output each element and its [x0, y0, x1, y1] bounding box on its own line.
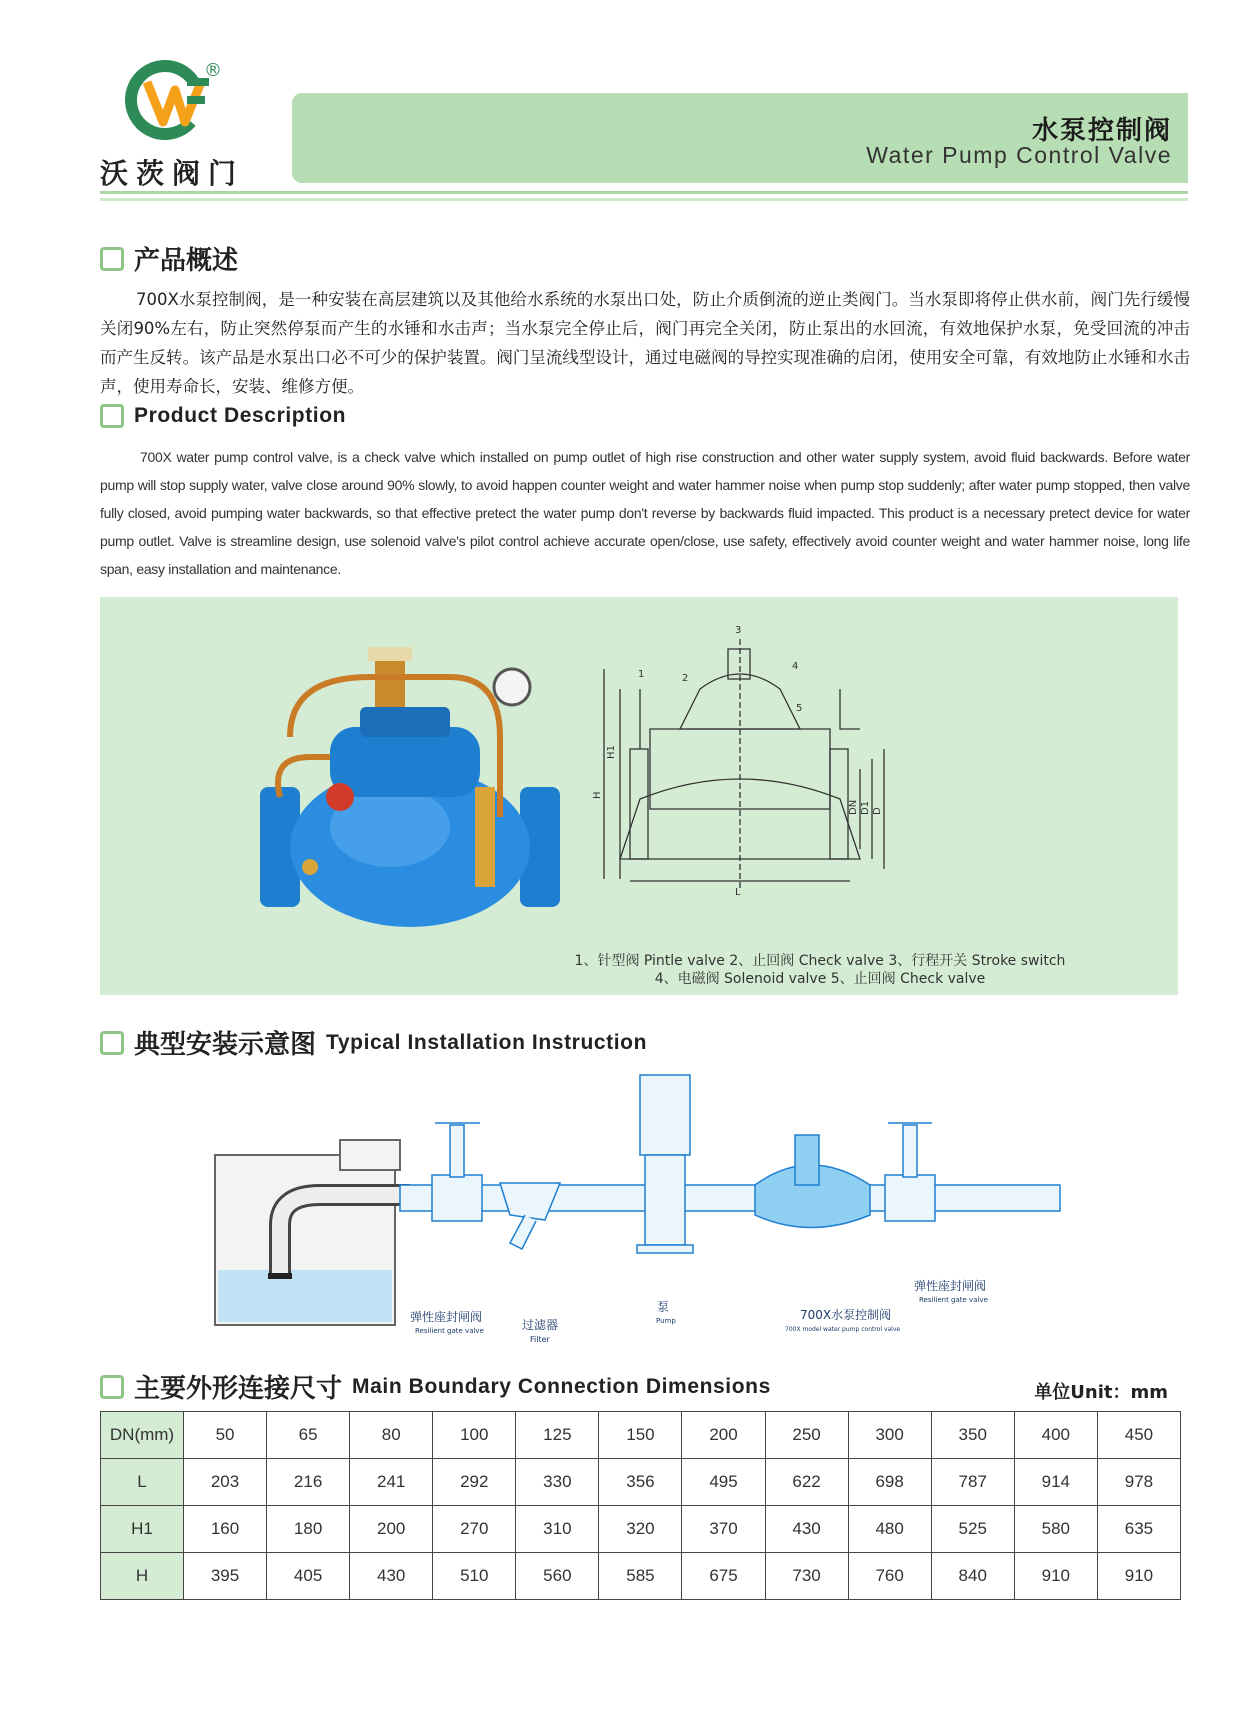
unit-label: 单位Unit：mm — [1034, 1382, 1168, 1403]
table-cell: 310 — [516, 1506, 599, 1553]
section-bullet-icon — [100, 1375, 124, 1399]
table-cell: 216 — [267, 1459, 350, 1506]
table-cell: 585 — [599, 1553, 682, 1600]
page-title-en: Water Pump Control Valve — [866, 142, 1172, 168]
section-title-en: Main Boundary Connection Dimensions — [352, 1374, 771, 1398]
table-cell: 292 — [433, 1459, 516, 1506]
table-cell: 787 — [931, 1459, 1014, 1506]
page-title-cn: 水泵控制阀 — [1031, 116, 1172, 146]
label-pump-cn: 泵 — [657, 1300, 670, 1314]
dim-l: L — [735, 887, 741, 898]
section-title-cn: 典型安装示意图 — [134, 1030, 317, 1060]
diagram-caption-line2: 4、电磁阀 Solenoid valve 5、止回阀 Check valve — [654, 971, 986, 987]
table-cell: 510 — [433, 1553, 516, 1600]
section-dimensions-heading — [100, 1368, 771, 1405]
table-cell: 495 — [682, 1459, 765, 1506]
dim-dn: DN — [848, 799, 859, 815]
section-install-heading — [100, 1024, 647, 1061]
section-title-en: Typical Installation Instruction — [326, 1030, 648, 1054]
table-cell: 350 — [931, 1412, 1014, 1459]
header-rule — [100, 191, 1188, 194]
dim-h: H — [592, 791, 603, 799]
section-overview-heading — [100, 240, 238, 277]
table-cell: 622 — [765, 1459, 848, 1506]
table-row — [101, 1459, 1181, 1506]
table-cell: 730 — [765, 1553, 848, 1600]
section-description-heading — [100, 404, 346, 428]
table-cell: 300 — [848, 1412, 931, 1459]
table-cell: 241 — [350, 1459, 433, 1506]
table-cell: 910 — [1097, 1553, 1180, 1600]
table-cell: 125 — [516, 1412, 599, 1459]
table-cell: 698 — [848, 1459, 931, 1506]
label-model-cn: 700X水泵控制阀 — [800, 1308, 892, 1322]
table-cell: 250 — [765, 1412, 848, 1459]
row-header: DN(mm) — [101, 1412, 184, 1459]
callout-5: 5 — [796, 703, 803, 714]
table-cell: 978 — [1097, 1459, 1180, 1506]
table-cell: 356 — [599, 1459, 682, 1506]
header-rule-light — [100, 198, 1188, 201]
dim-d: D — [872, 807, 883, 815]
label-pump-en: Pump — [656, 1317, 676, 1325]
table-cell: 430 — [350, 1553, 433, 1600]
section-bullet-icon — [100, 1031, 124, 1055]
table-cell: 65 — [267, 1412, 350, 1459]
table-cell: 914 — [1014, 1459, 1097, 1506]
table-row — [101, 1553, 1181, 1600]
callout-3: 3 — [735, 625, 742, 636]
table-row — [101, 1412, 1181, 1459]
table-cell: 180 — [267, 1506, 350, 1553]
label-resilient-cn: 弹性座封闸阀 — [410, 1310, 483, 1324]
table-cell: 203 — [184, 1459, 267, 1506]
callout-2: 2 — [682, 673, 689, 684]
registered-mark: ® — [204, 60, 222, 81]
table-cell: 405 — [267, 1553, 350, 1600]
section-bullet-icon — [100, 247, 124, 271]
label-model-en: 700X model water pump control valve — [785, 1326, 901, 1333]
company-logo — [125, 60, 255, 140]
label-resilient2-cn: 弹性座封闸阀 — [914, 1279, 987, 1293]
table-cell: 270 — [433, 1506, 516, 1553]
description-text: 700X water pump control valve, is a check valve which installed on pump outlet of high rise construction and other water supply system, avoid fluid backwards. Before water pump will stop supply water, valve close around 90% slowly, to avoid happen counter weight and water hammer noise when pump stop suddenly; after water pump stopped, then valve fully closed, avoid pumping water backwards, so that effective pretect the water pump don't reverse by backwards fluid impacted. This product is a necessary pretect device for water pump outlet. Valve is streamline design, use solenoid valve's pilot control achieve accurate open/close, use safety, effectively avoid counter weight and water hammer noise, long life span, easy installation and maintenance. — [100, 449, 1190, 577]
overview-text: 700X水泵控制阀，是一种安装在高层建筑以及其他给水系统的水泵出口处，防止介质倒流的逆止类阀门。当水泵即将停止供水前，阀门先行缓慢关闭90%左右，防止突然停泵而产生的水锤和水击声；当水泵完全停止后，阀门再完全关闭，防止泵出的水回流，有效地保护水泵，免受回流的冲击而产生反转。该产品是水泵出口必不可少的保护装置。阀门呈流线型设计，通过电磁阀的导控实现准确的启闭，使用安全可靠，有效地防止水锤和水击声，使用寿命长，安装、维修方便。 — [100, 290, 1190, 396]
table-cell: 525 — [931, 1506, 1014, 1553]
table-cell: 760 — [848, 1553, 931, 1600]
label-resilient-en: Resilient gate valve — [415, 1327, 484, 1335]
table-cell: 580 — [1014, 1506, 1097, 1553]
row-header: H — [101, 1553, 184, 1600]
brand-name: 沃茨阀门 — [100, 157, 245, 190]
table-cell: 560 — [516, 1553, 599, 1600]
table-cell: 450 — [1097, 1412, 1180, 1459]
table-cell: 200 — [350, 1506, 433, 1553]
table-row — [101, 1506, 1181, 1553]
table-cell: 370 — [682, 1506, 765, 1553]
table-cell: 330 — [516, 1459, 599, 1506]
row-header: H1 — [101, 1506, 184, 1553]
label-filter-en: Filter — [530, 1335, 550, 1344]
table-cell: 400 — [1014, 1412, 1097, 1459]
section-title: 产品概述 — [134, 246, 239, 276]
dim-d1: D1 — [860, 800, 871, 815]
callout-1: 1 — [638, 669, 645, 680]
table-cell: 80 — [350, 1412, 433, 1459]
label-resilient2-en: Resilient gate valve — [919, 1296, 988, 1304]
valve-section-drawing — [590, 619, 1010, 909]
table-cell: 430 — [765, 1506, 848, 1553]
dim-h1: H1 — [606, 745, 617, 759]
row-header: L — [101, 1459, 184, 1506]
table-cell: 100 — [433, 1412, 516, 1459]
table-cell: 50 — [184, 1412, 267, 1459]
section-title: Product Description — [134, 404, 347, 427]
label-filter-cn: 过滤器 — [522, 1318, 559, 1332]
table-cell: 635 — [1097, 1506, 1180, 1553]
table-cell: 320 — [599, 1506, 682, 1553]
section-title-cn: 主要外形连接尺寸 — [134, 1374, 343, 1404]
dimensions-table — [100, 1411, 1181, 1600]
section-bullet-icon — [100, 404, 124, 428]
table-cell: 395 — [184, 1553, 267, 1600]
product-panel — [100, 597, 1178, 995]
table-cell: 150 — [599, 1412, 682, 1459]
installation-diagram — [210, 1065, 1080, 1345]
table-cell: 480 — [848, 1506, 931, 1553]
callout-4: 4 — [792, 661, 799, 672]
table-cell: 910 — [1014, 1553, 1097, 1600]
diagram-caption-line1: 1、针型阀 Pintle valve 2、止回阀 Check valve 3、行程开关 Stroke switch — [574, 953, 1066, 969]
table-cell: 200 — [682, 1412, 765, 1459]
product-photo — [250, 637, 580, 947]
table-cell: 840 — [931, 1553, 1014, 1600]
table-cell: 160 — [184, 1506, 267, 1553]
table-cell: 675 — [682, 1553, 765, 1600]
